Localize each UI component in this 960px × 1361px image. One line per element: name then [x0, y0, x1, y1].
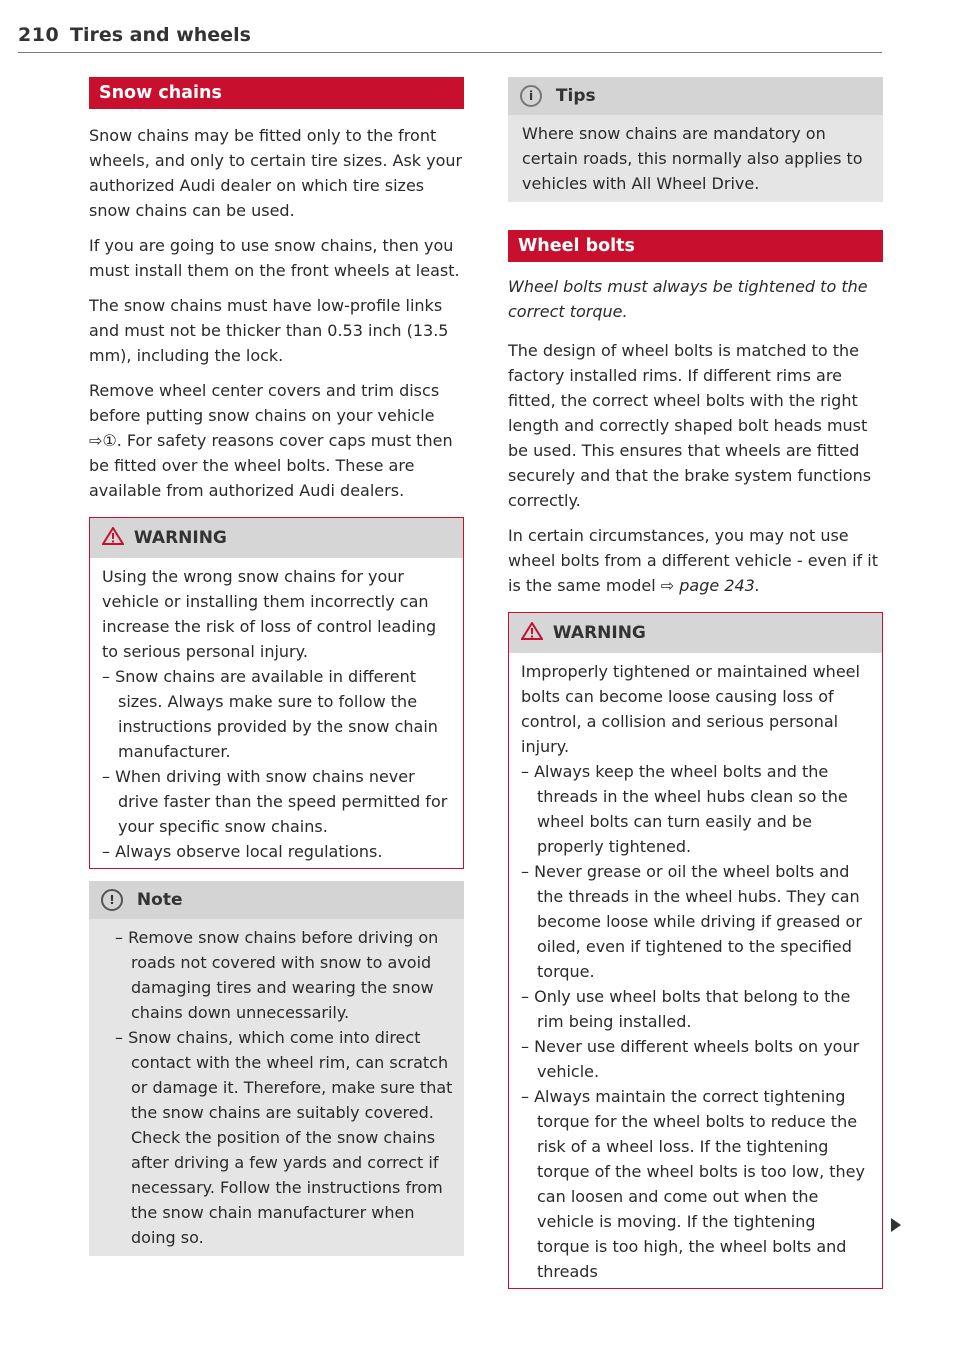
paragraph: If you are going to use snow chains, then you must install them on the front wheels at least. [89, 236, 460, 280]
paragraph: Snow chains may be fitted only to the front wheels, and only to certain tire sizes. Ask your authorized Audi dealer on which tire sizes snow chains can be used. [89, 126, 463, 220]
warning-title: WARNING [133, 528, 227, 548]
note-list [115, 925, 454, 1250]
warning-list [102, 664, 453, 864]
list-item: – Only use wheel bolts that belong to the rim being installed. [521, 984, 872, 1034]
list-item: – Always maintain the correct tightening torque for the wheel bolts to reduce the risk of a wheel loss. If the tightening torque of the wheel bolts is too low, they can loosen and come out when the vehicle is moving. If the tightening torque is too high, the wheel bolts and threads [521, 1084, 872, 1284]
page-number: 210 [18, 24, 60, 46]
wheel-bolts-heading: Wheel bolts [508, 230, 883, 262]
warning-triangle-icon [521, 622, 543, 640]
warning-list [521, 759, 872, 1284]
list-item: – Always keep the wheel bolts and the threads in the wheel hubs clean so the wheel bolts can turn easily and be properly tightened. [521, 759, 872, 859]
page-header [18, 22, 882, 53]
list-item: – Always observe local regulations. [102, 839, 453, 864]
tips-title: Tips [555, 86, 596, 106]
section-title: Tires and wheels [70, 24, 251, 46]
tips-box [508, 77, 883, 202]
info-icon: i [520, 85, 542, 107]
note-title: Note [136, 890, 183, 910]
warning-intro: Using the wrong snow chains for your vehicle or installing them incorrectly can increase the risk of loss of control leading to serious personal injury. [102, 567, 437, 661]
paragraph-text: In certain circumstances, you may not use wheel bolts from a different vehicle - even if it is the same model [508, 526, 878, 595]
warning-header [90, 518, 463, 558]
right-column [508, 77, 883, 1289]
paragraph: Remove wheel center covers and trim discs before putting snow chains on your vehicle ⇨①. For safety reasons cover caps must then be fitted over the wheel bolts. These are available from authorized Audi dealers. [89, 381, 453, 500]
paragraph: The design of wheel bolts is matched to the factory installed rims. If different rims are fitted, the correct wheel bolts with the right length and correctly shaped bolt heads must be used. This ensures that wheels are fitted securely and that the brake system functions correctly. [508, 341, 872, 510]
note-icon: ! [101, 889, 123, 911]
paragraph [508, 523, 883, 598]
warning-intro: Improperly tightened or maintained wheel bolts can become loose causing loss of control, a collision and serious personal injury. [521, 662, 860, 756]
list-item: – When driving with snow chains never drive faster than the speed permitted for your specific snow chains. [102, 764, 453, 839]
tips-text: Where snow chains are mandatory on certain roads, this normally also applies to vehicles with All Wheel Drive. [522, 124, 863, 193]
warning-box [89, 517, 464, 869]
list-item: – Never use different wheels bolts on your vehicle. [521, 1034, 872, 1084]
warning-title: WARNING [552, 623, 646, 643]
page-reference-link[interactable]: ⇨ page 243. [660, 576, 760, 595]
paragraph: The snow chains must have low-profile links and must not be thicker than 0.53 inch (13.5 mm), including the lock. [89, 296, 449, 365]
list-item: – Snow chains are available in different sizes. Always make sure to follow the instructions provided by the snow chain manufacturer. [102, 664, 453, 764]
warning-box [508, 612, 883, 1289]
warning-triangle-icon [102, 527, 124, 545]
continue-arrow-icon [891, 1218, 901, 1232]
intro-text: Wheel bolts must always be tightened to the correct torque. [508, 277, 868, 321]
note-box [89, 881, 464, 1256]
list-item: – Never grease or oil the wheel bolts and the threads in the wheel hubs. They can become loose while driving if greased or oiled, even if tightened to the specified torque. [521, 859, 872, 984]
left-column [89, 77, 464, 1256]
note-header [89, 881, 464, 919]
list-item: – Snow chains, which come into direct contact with the wheel rim, can scratch or damage it. Therefore, make sure that the snow chains are suitably covered. Check the position of the snow chains after driving a few yards and correct if necessary. Follow the instructions from the snow chain manufacturer when doing so. [115, 1025, 454, 1250]
snow-chains-heading: Snow chains [89, 77, 464, 109]
warning-header [509, 613, 882, 653]
tips-header [508, 77, 883, 115]
list-item: – Remove snow chains before driving on roads not covered with snow to avoid damaging tires and wearing the snow chains down unnecessarily. [115, 925, 454, 1025]
